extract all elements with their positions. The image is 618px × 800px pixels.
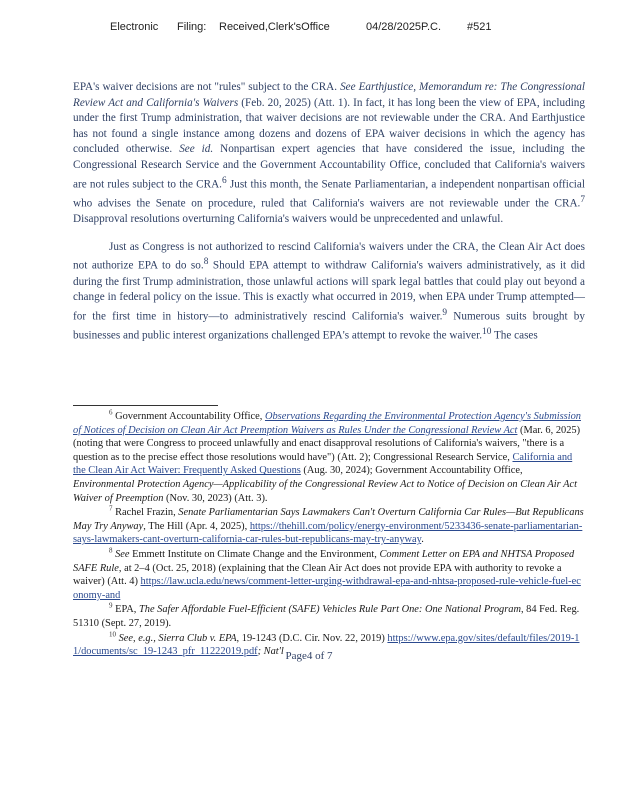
footnote-ref-7[interactable]: 7 xyxy=(580,194,585,205)
fn7-url-link[interactable]: https://thehill.com/policy/energy-environment/5233436-senate-parliamentarian-says-lawmakers-cant-overturn-california-car-rules-but-republicans-may-try-anyway xyxy=(73,520,583,546)
footnote-number: 8 xyxy=(109,546,113,555)
fn10-next: ; Nat'l xyxy=(257,646,284,658)
footnote-ref-6[interactable]: 6 xyxy=(221,175,227,186)
footnotes xyxy=(73,410,585,660)
p1-text-3: Nonpartisan expert agencies that have considered the issue, including the Congressional Research Service and the Government Accountability Office, concluded that California's waivers are not rules subject to the CRA. xyxy=(73,143,586,191)
fn9-citation: , 84 Fed. Reg. 51310 (Sept. 27, 2019). xyxy=(73,604,580,629)
p2-text-2: Should EPA attempt to withdraw California's waivers administratively, as it did during the first Trump administration, those unlawful actions will spark legal battles that could play out beyond a change in federal policy on the issue. This is exactly what occurred in 2019, when EPA under Trump attempted—for the first time in history—to administratively rescind California's waiver. xyxy=(73,260,585,323)
p2-text-1: Just as Congress is not authorized to rescind California's waivers under the CRA, the Clean Air Act does not authorize EPA to do so. xyxy=(73,240,585,273)
p1-text-1: EPA's waiver decisions are not "rules" subject to the CRA. xyxy=(73,81,338,93)
paragraph-2 xyxy=(73,240,585,345)
footnote-number: 7 xyxy=(109,504,113,513)
fn6-gao-link[interactable]: Observations Regarding the Environmental Protection Agency's Submission of Notices of Decision on Clean Air Act Preemption Waivers as Rules Under the Congressional Review Act xyxy=(73,411,581,436)
p2-text-3: Numerous suits brought by businesses and public interest organizations challenged EPA's attempt to revoke the waiver. xyxy=(73,310,585,342)
p1-text-2: (Feb. 20, 2025) (Att. 1). In fact, it has long been the view of EPA, including under the first Trump administration, that waiver decisions are not reviewable under the CRA. And Earthjustice has not found a single instance among dozens and dozens of EPA waiver decisions in which the agency has concluded otherwise. xyxy=(73,96,585,156)
footnote-6 xyxy=(73,410,585,505)
fn9-title: The Safer Affordable Fuel-Efficient (SAFE) Vehicles Rule Part One: One National Program xyxy=(138,604,521,616)
fn10-url-link[interactable]: https://www.epa.gov/sites/default/files/2019-11/documents/sc_19-1243_pfr_11222019.pdf xyxy=(73,632,580,658)
fn9-author: EPA, xyxy=(115,604,139,616)
fn8-title: Comment Letter on EPA and NHTSA Proposed SAFE Rule xyxy=(73,548,575,574)
fn10-case: See, e.g., Sierra Club v. EPA xyxy=(118,632,237,644)
footnote-ref-8[interactable]: 8 xyxy=(203,257,209,268)
p1-see-id: See id. xyxy=(179,143,214,156)
fn6-text-2: (Mar. 6, 2025) (noting that were Congress to proceed unlawfully and enact disapproval resolutions of California's waivers, "there is a question as to the precise effect those resolutions would have") (Att. 2); Congressional Research Service, xyxy=(73,424,581,463)
page-number: Page4 of 7 xyxy=(285,650,333,662)
footnote-9 xyxy=(73,603,585,630)
footnote-divider xyxy=(73,405,218,406)
p2-text-4: The cases xyxy=(491,329,538,342)
fn8-see: See xyxy=(115,548,130,560)
fn10-citation: , 19-1243 (D.C. Cir. Nov. 22, 2019) xyxy=(236,632,388,644)
document-body xyxy=(73,80,585,357)
fn6-text-3: (Aug. 30, 2024); Government Accountability Office, xyxy=(300,465,523,477)
footnote-8 xyxy=(73,548,585,602)
fn6-text-4: (Nov. 30, 2023) (Att. 3). xyxy=(163,492,268,504)
fn8-author: Emmett Institute on Climate Change and the Environment, xyxy=(129,548,380,560)
filing-header xyxy=(0,21,618,37)
fn8-url-link[interactable]: https://law.ucla.edu/news/comment-letter-urging-withdrawal-epa-and-nhtsa-proposed-rule-vehicle-fuel-economy-and xyxy=(73,576,581,601)
header-electronic: Electronic xyxy=(110,21,159,33)
footnote-ref-9[interactable]: 9 xyxy=(442,307,448,318)
fn7-author: Rachel Frazin, xyxy=(115,507,179,519)
footnote-number: 10 xyxy=(109,630,116,639)
header-received: Received,Clerk'sOffice xyxy=(219,21,330,33)
fn6-crs-link[interactable]: California and the Clean Air Act Waiver: Frequently Asked Questions xyxy=(73,451,573,477)
footnote-ref-10[interactable]: 10 xyxy=(482,327,492,338)
header-date: 04/28/2025P.C. xyxy=(366,21,442,33)
fn7-period: . xyxy=(421,534,424,546)
fn8-text: , at 2–4 (Oct. 25, 2018) (explaining that the Clean Air Act does not provide EPA with authority to revoke a waiver) (Att. 4) xyxy=(73,562,562,588)
p1-memo-title: Memorandum re: The Congressional Review Act and California's Waivers xyxy=(73,81,586,109)
p1-see: See Earthjustice, xyxy=(340,81,420,93)
fn6-gao-title: Environmental Protection Agency—Applicability of the Congressional Review Act to Notice of Decision on Clean Air Act Waiver of Preemption xyxy=(73,478,577,504)
fn7-title: Senate Parliamentarian Says Lawmakers Can't Overturn California Car Rules—But Republicans May Try Anyway xyxy=(73,507,584,532)
paragraph-1 xyxy=(73,80,585,228)
header-number: #521 xyxy=(467,21,492,33)
p1-text-4: Just this month, the Senate Parliamentarian, a independent nonpartisan official who advises the Senate on procedure, ruled that California's waivers are not reviewable under the CRA. xyxy=(73,178,585,210)
footnote-number: 9 xyxy=(109,601,113,610)
footnote-number: 6 xyxy=(109,408,113,417)
fn7-source: , The Hill (Apr. 4, 2025), xyxy=(143,520,250,532)
footnote-7 xyxy=(73,506,585,547)
header-filing: Filing: xyxy=(177,21,207,33)
p1-text-5: Disapproval resolutions overturning California's waivers would be unprecedented and unlawful. xyxy=(73,213,504,226)
fn6-text-1: Government Accountability Office, xyxy=(115,411,265,422)
